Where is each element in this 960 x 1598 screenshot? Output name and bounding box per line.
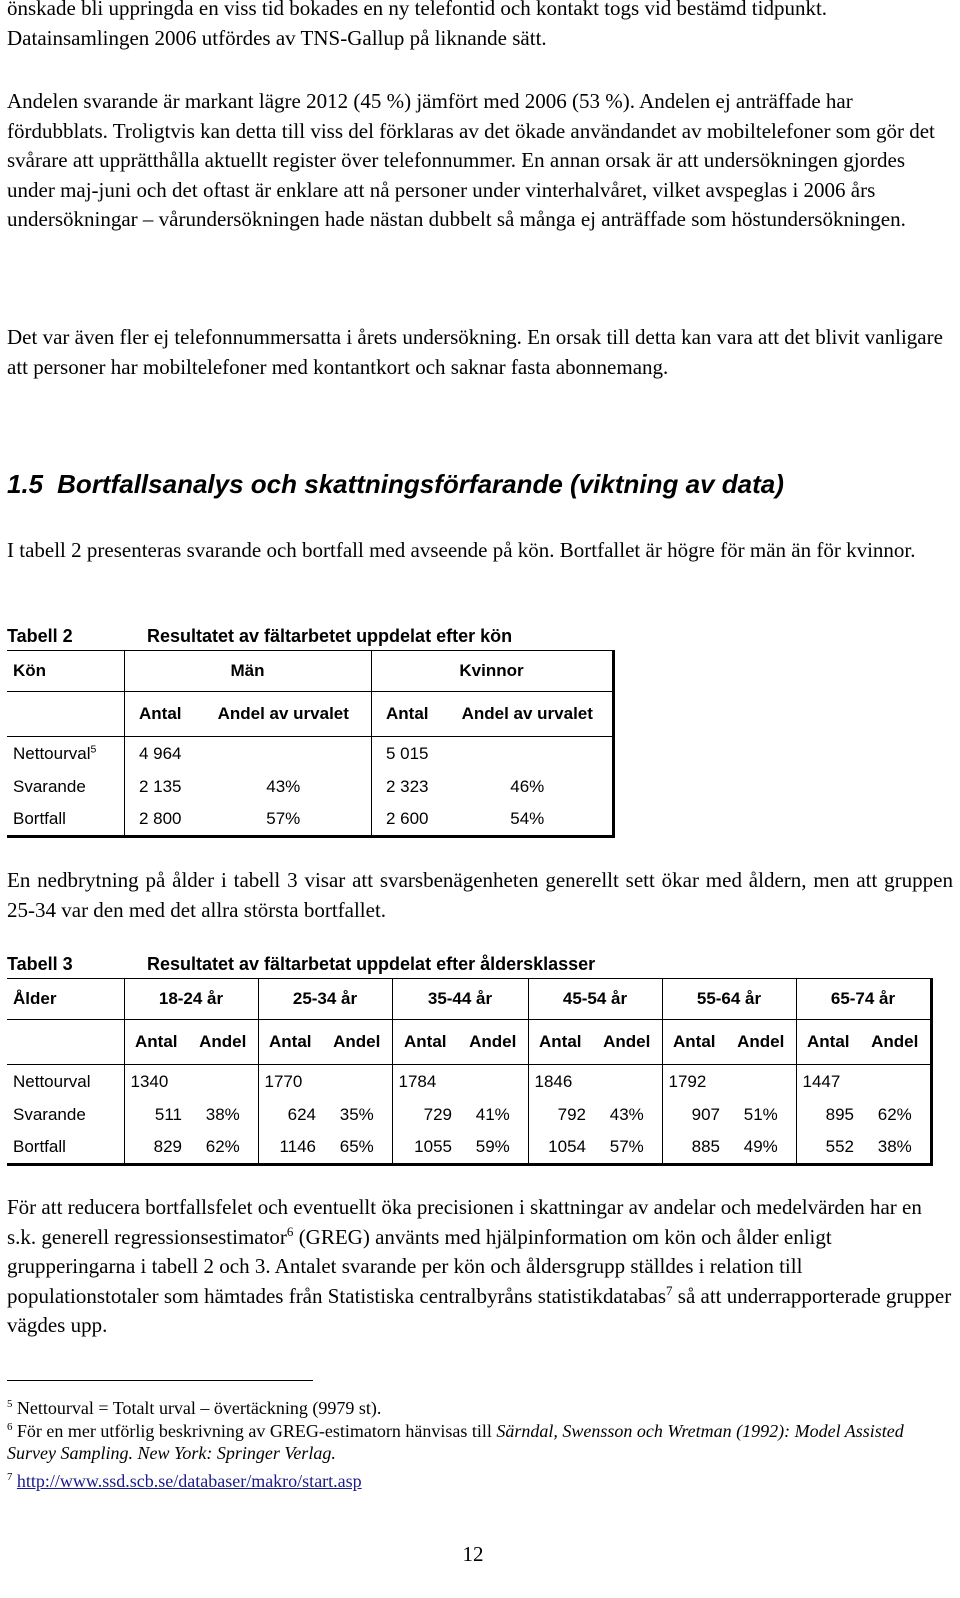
table3-header-group: 55-64 år [662, 979, 796, 1020]
paragraph-intro: önskade bli uppringda en viss tid bokades en ny telefontid och kontakt togs vid bestämd tidpunkt. Datainsamlingen 2006 utfördes av TNS-Gallup på liknande sätt. [7, 0, 828, 50]
table3-cell: 38% [205, 1105, 240, 1124]
table3-subheader-antal: Antal [124, 1020, 188, 1065]
table3-cell: 829 [124, 1131, 188, 1165]
table3-caption [7, 953, 595, 975]
table-row [7, 737, 613, 772]
table3-cell: 57% [592, 1131, 662, 1165]
table2-cell: 54% [443, 803, 613, 837]
paragraph-response-rate: Andelen svarande är markant lägre 2012 (45 %) jämfört med 2006 (53 %). Andelen ej anträffade har fördubblats. Troligtvis kan detta till viss del förklaras av det ökade användandet av mobiltelefoner som gör det svårare att upprätthålla aktuellt register över telefonnummer. En annan orsak är att undersökningen gjordes under maj-juni och det oftast är enklare att nå personer under vinterhalvåret, vilket avspeglas i 2006 års undersökningar – vårundersökningen hade nästan dubbelt så många ej anträffade som höstundersökningen. [7, 89, 935, 231]
section-title: Bortfallsanalys och skattningsförfarande (viktning av data) [57, 469, 784, 499]
table3-cell: 43% [609, 1105, 644, 1124]
table3-cell [592, 1065, 662, 1100]
table-row [7, 1131, 931, 1165]
paragraph-greg: För att reducera bortfallsfelet och eventuellt öka precisionen i skattningar av andelar och medelvärden har en s.k. generell regressionsestimator$^6$ (GREG) använts med hjälpinformation om kön och ålder enligt grupperingarna i tabell 2 och 3. Antalet svarande per kön och åldersgrupp ställdes i relation till populationstotaler som hämtades från Statistiska centralbyråns statistikdatabas$^7$ så att underrapporterade grupper vägdes upp. [7, 1195, 952, 1337]
table2-label: Tabell 2 [7, 626, 73, 646]
table2-title: Resultatet av fältarbetet uppdelat efter kön [147, 626, 513, 646]
table3-header-alder: Ålder [7, 979, 124, 1020]
table3-subheader-row [7, 1020, 931, 1065]
footnote-7-link[interactable]: http://www.ssd.scb.se/databaser/makro/start.asp [16, 1471, 362, 1491]
paragraph-unlisted-numbers: Det var även fler ej telefonnummersatta i årets undersökning. En orsak till detta kan vara att det blivit vanligare att personer har mobiltelefoner med kontantkort och saknar fasta abonnemang. [7, 325, 943, 379]
table3-subheader-andel: Andel [726, 1020, 796, 1065]
table3-cell [322, 1065, 392, 1100]
table3-cell: 1447 [796, 1065, 860, 1100]
table3-cell: 1146 [258, 1131, 322, 1165]
table3-cell: 1055 [392, 1131, 458, 1165]
table3-header-row [7, 979, 931, 1020]
table3-cell: 62% [188, 1131, 258, 1165]
table2-header-kon: Kön [7, 651, 124, 692]
table3-age-results [7, 978, 933, 1166]
footnote-5: $^5$ Nettourval = Totalt urval – övertäckning (9979 st). [7, 1398, 382, 1418]
table3-cell: 62% [860, 1099, 931, 1131]
table2-cell: 5 015 [371, 737, 443, 772]
table2-caption [7, 625, 512, 647]
table3-cell: 1770 [258, 1065, 322, 1100]
table-row [7, 1099, 931, 1131]
table3-row-label: Nettourval [13, 1072, 91, 1091]
table3-cell: 41% [475, 1105, 510, 1124]
table3-subheader-andel: Andel [860, 1020, 931, 1065]
table3-subheader-antal: Antal [662, 1020, 726, 1065]
table3-row-label: Bortfall [7, 1131, 124, 1165]
table3-cell: 907 [662, 1099, 726, 1131]
footnote-ref-6[interactable]: 6 [286, 1223, 294, 1239]
section-number: 1.5 [7, 469, 44, 499]
table3-cell: 895 [796, 1099, 860, 1131]
table3-cell: 49% [726, 1131, 796, 1165]
page-number: 12 [462, 1542, 484, 1566]
table3-cell: 51% [743, 1105, 778, 1124]
table3-subheader-antal: Antal [258, 1020, 322, 1065]
table3-label: Tabell 3 [7, 954, 73, 974]
table2-cell: 4 964 [124, 737, 196, 772]
footnote-6-reference: Särndal, Swensson och Wretman (1992): Model Assisted Survey Sampling. New York: Springer Verlag. [7, 1421, 904, 1463]
table3-cell: 35% [339, 1105, 374, 1124]
table3-cell: 1792 [662, 1065, 726, 1100]
table3-subheader-andel: Andel [322, 1020, 392, 1065]
footnote-ref-5: 5 [90, 743, 97, 756]
table3-subheader-empty [7, 1020, 124, 1065]
table2-subheader-man-antal: Antal [124, 692, 196, 737]
footnote-divider [7, 1380, 313, 1381]
table2-subheader-row [7, 692, 613, 737]
table2-header-row [7, 651, 613, 692]
footnote-7: $^7$ http://www.ssd.scb.se/databaser/makro/start.asp [7, 1471, 362, 1491]
table3-cell: 1340 [124, 1065, 188, 1100]
table3-cell: 1846 [528, 1065, 592, 1100]
table2-subheader-kv-antal: Antal [371, 692, 443, 737]
table2-cell [196, 737, 371, 772]
table2-row-label: Bortfall [7, 803, 124, 837]
table2-cell: 2 800 [124, 803, 196, 837]
table2-subheader-empty [7, 692, 124, 737]
table2-header-man: Män [124, 651, 371, 692]
footnote-6: $^6$ För en mer utförlig beskrivning av GREG-estimatorn hänvisas till Särndal, Swensson och Wretman (1992): Model Assisted Survey Sampling. New York: Springer Verlag. [7, 1421, 904, 1463]
paragraph-table2-intro: I tabell 2 presenteras svarande och bortfall med avseende på kön. Bortfallet är högre för män än för kvinnor. [7, 538, 916, 562]
table-row [7, 803, 613, 837]
table2-cell: 2 323 [371, 771, 443, 803]
table3-cell [458, 1065, 528, 1100]
table2-row-label: Nettourval$^5$ [13, 743, 97, 763]
table3-header-group: 25-34 år [258, 979, 392, 1020]
table3-subheader-antal: Antal [528, 1020, 592, 1065]
table-row [7, 771, 613, 803]
table3-header-group: 65-74 år [796, 979, 931, 1020]
table3-title: Resultatet av fältarbetat uppdelat efter åldersklasser [147, 954, 596, 974]
table3-subheader-andel: Andel [188, 1020, 258, 1065]
table3-cell: 792 [528, 1099, 592, 1131]
table2-cell [443, 737, 613, 772]
table2-cell: 46% [443, 771, 613, 803]
table2-gender-results [7, 650, 615, 838]
table3-cell: 1784 [392, 1065, 458, 1100]
table3-subheader-andel: Andel [592, 1020, 662, 1065]
table3-subheader-antal: Antal [392, 1020, 458, 1065]
table3-cell: 65% [322, 1131, 392, 1165]
table2-subheader-kv-andel: Andel av urvalet [443, 692, 613, 737]
table3-subheader-antal: Antal [796, 1020, 860, 1065]
table3-row-label: Svarande [13, 1105, 86, 1124]
table3-header-group: 18-24 år [124, 979, 258, 1020]
table2-cell: 43% [266, 777, 301, 796]
table2-cell: 57% [196, 803, 371, 837]
table-row [7, 1065, 931, 1100]
footnote-ref-7[interactable]: 7 [666, 1282, 673, 1298]
table2-header-kvinnor: Kvinnor [371, 651, 613, 692]
table3-subheader-andel: Andel [458, 1020, 528, 1065]
table3-cell [860, 1065, 931, 1100]
section-heading [7, 468, 784, 500]
table3-cell: 885 [662, 1131, 726, 1165]
table3-header-group: 45-54 år [528, 979, 662, 1020]
table3-cell: 729 [392, 1099, 458, 1131]
table3-cell: 38% [860, 1131, 931, 1165]
table3-cell [726, 1065, 796, 1100]
table3-cell: 511 [124, 1099, 188, 1131]
table2-subheader-man-andel: Andel av urvalet [196, 692, 371, 737]
table2-row-label: Svarande [13, 777, 86, 796]
table2-cell: 2 135 [124, 771, 196, 803]
paragraph-table3-intro: En nedbrytning på ålder i tabell 3 visar att svarsbenägenheten generellt sett ökar med åldern, men att gruppen 25-34 var den med det allra största bortfallet. [7, 868, 953, 922]
table3-cell: 552 [796, 1131, 860, 1165]
table3-cell: 624 [258, 1099, 322, 1131]
table2-cell: 2 600 [371, 803, 443, 837]
table3-cell: 59% [458, 1131, 528, 1165]
table3-cell: 1054 [528, 1131, 592, 1165]
table3-header-group: 35-44 år [392, 979, 528, 1020]
table3-cell [188, 1065, 258, 1100]
